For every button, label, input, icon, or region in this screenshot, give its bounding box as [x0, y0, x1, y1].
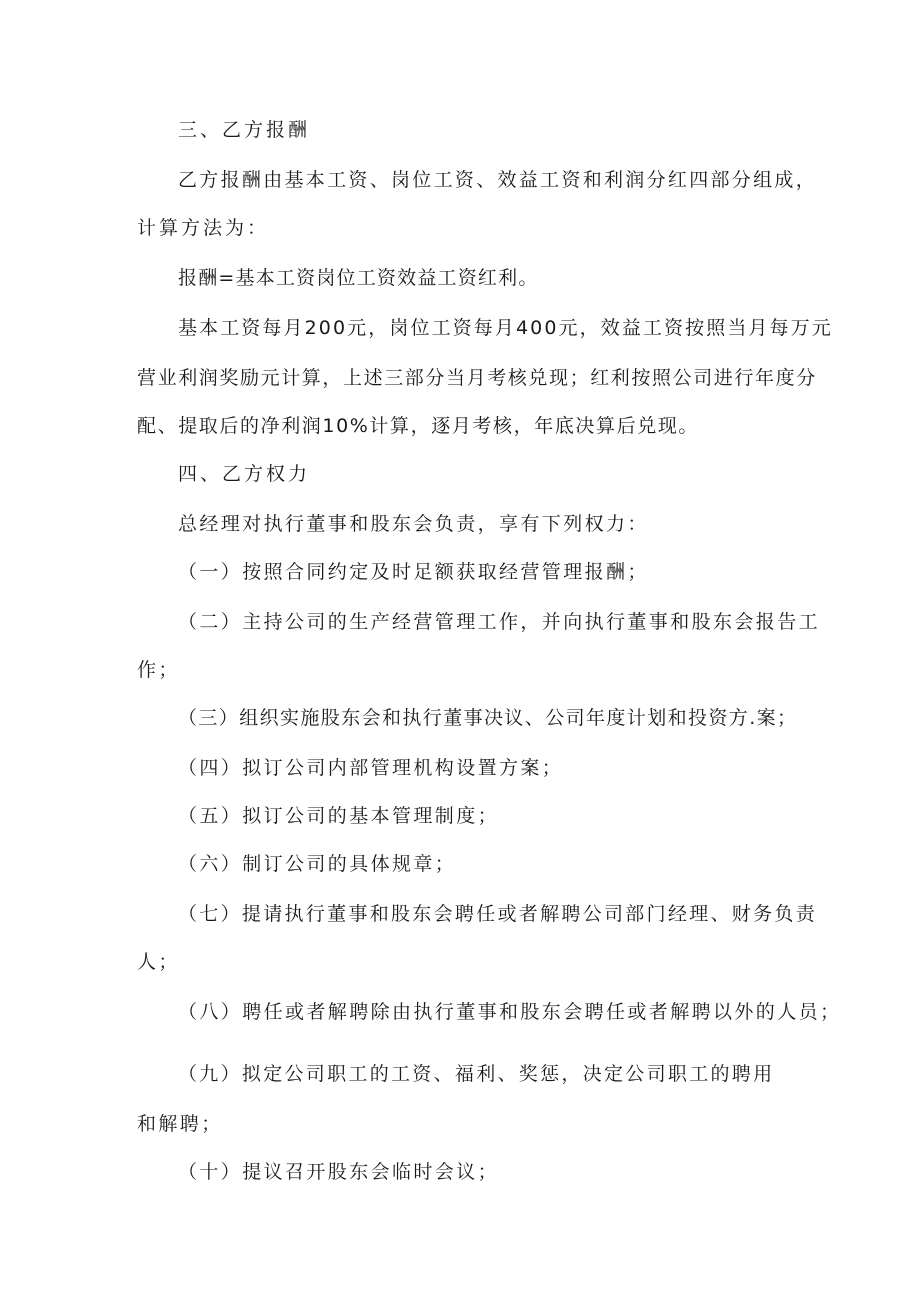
list-item-continuation: 人；	[137, 951, 180, 973]
list-item: （四）拟订公司内部管理机构设置方案；	[178, 757, 564, 779]
paragraph-line: 乙方报酬由基本工资、岗位工资、效益工资和利润分红四部分组成，	[178, 169, 818, 191]
paragraph-line: 总经理对执行董事和股东会负责，享有下列权力：	[178, 513, 649, 535]
section-heading-remuneration: 三、乙方报酬	[178, 119, 311, 141]
paragraph-line: 计算方法为：	[137, 217, 270, 239]
list-item: （七）提请执行董事和股东会聘任或者解聘公司部门经理、财务负责	[178, 903, 818, 925]
remuneration-formula: 报酬=基本工资岗位工资效益工资红利。	[178, 267, 539, 289]
list-item-continuation: 作；	[137, 659, 180, 681]
list-item: （九）拟定公司职工的工资、福利、奖惩，决定公司职工的聘用	[178, 1063, 775, 1085]
section-heading-powers: 四、乙方权力	[178, 463, 311, 485]
paragraph-line: 营业利润奖励元计算，上述三部分当月考核兑现；红利按照公司进行年度分	[137, 367, 817, 389]
paragraph-line: 配、提取后的净利润10%计算，逐月考核，年底决算后兑现。	[137, 415, 700, 437]
list-item: （二）主持公司的生产经营管理工作，并向执行董事和股东会报告工	[178, 611, 821, 633]
list-item: （六）制订公司的具体规章；	[178, 853, 457, 875]
list-item-continuation: 和解聘；	[137, 1113, 223, 1135]
list-item: （一）按照合同约定及时足额获取经营管理报酬；	[178, 561, 649, 583]
list-item: （八）聘任或者解聘除由执行董事和股东会聘任或者解聘以外的人员；	[178, 1001, 842, 1023]
paragraph-line: 基本工资每月200元，岗位工资每月400元，效益工资按照当月每万元	[178, 317, 833, 339]
list-item: （十）提议召开股东会临时会议；	[178, 1161, 500, 1183]
list-item: （三）组织实施股东会和执行董事决议、公司年度计划和投资方.案；	[178, 707, 798, 729]
list-item: （五）拟订公司的基本管理制度；	[178, 805, 500, 827]
